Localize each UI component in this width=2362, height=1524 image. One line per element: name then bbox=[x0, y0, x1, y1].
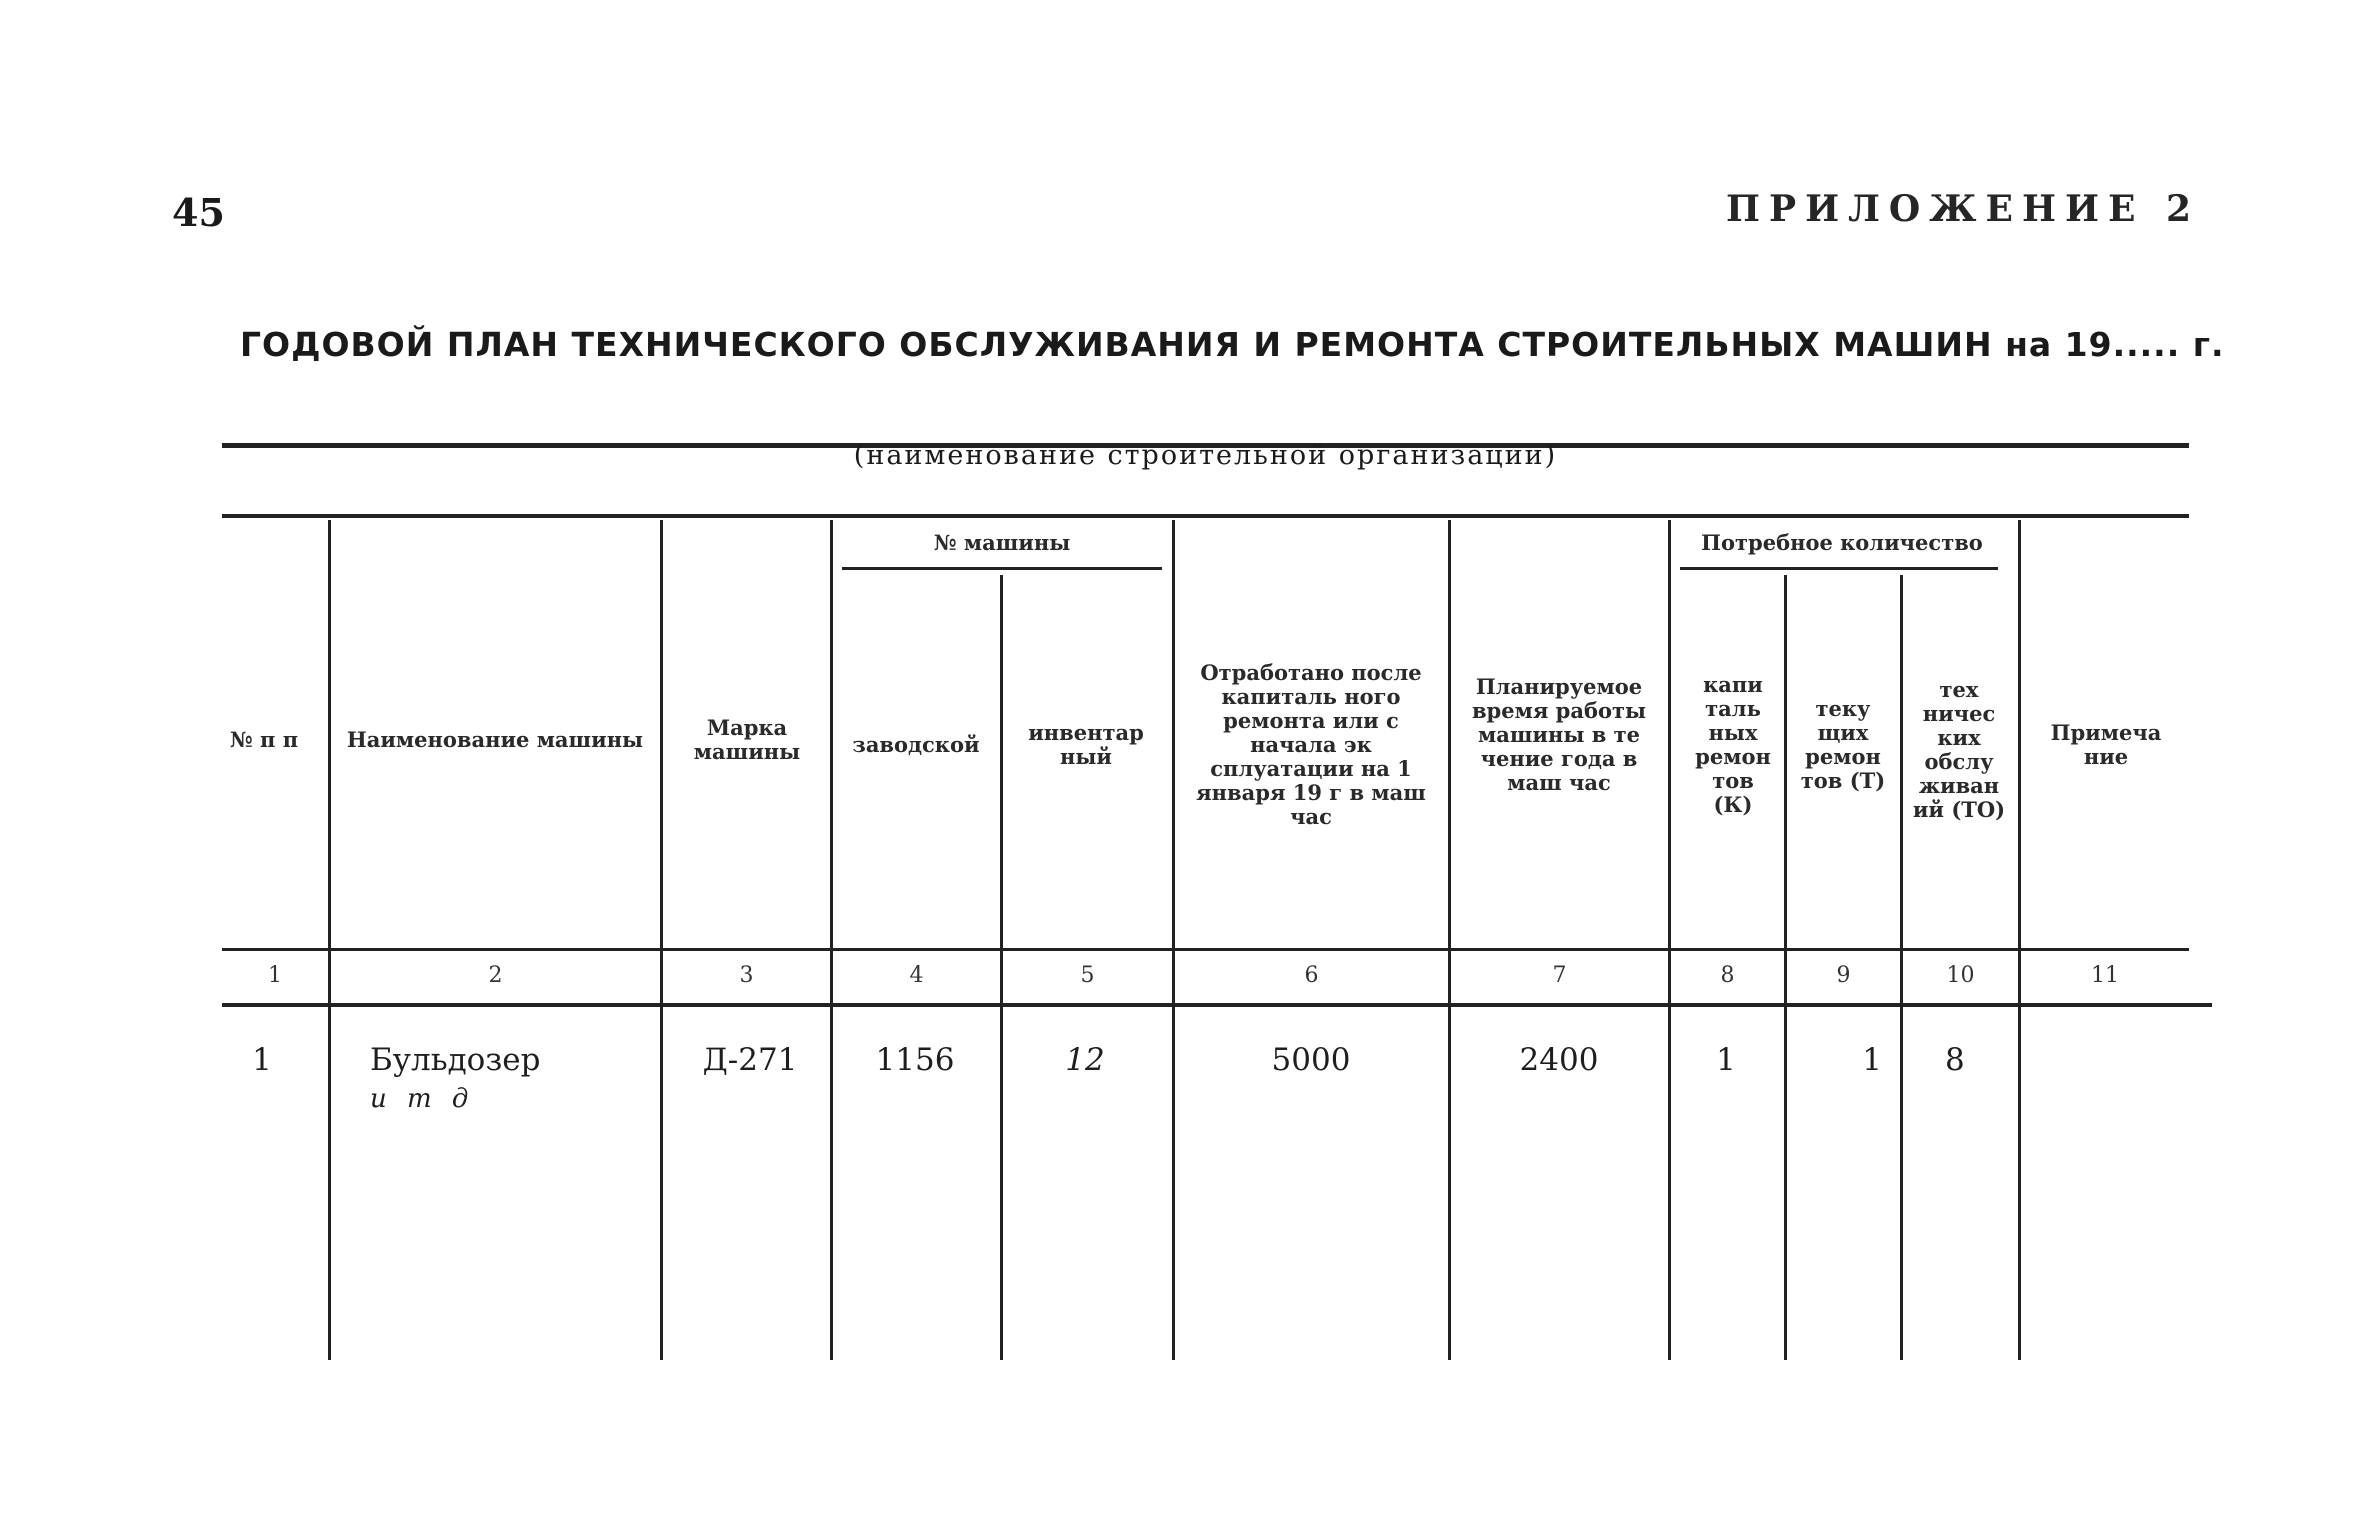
header-machine-name: Наименование машины bbox=[346, 726, 644, 752]
cell-factory-no: 1156 bbox=[875, 1042, 955, 1078]
machine-no-group-rule bbox=[842, 567, 1162, 570]
cell-inventory-no: 12 bbox=[1065, 1042, 1105, 1078]
column-number: 4 bbox=[909, 962, 924, 988]
column-number: 10 bbox=[1946, 962, 1975, 988]
header-note: Примеча ние bbox=[2050, 719, 2162, 769]
page-number: 45 bbox=[172, 190, 225, 235]
column-number: 3 bbox=[739, 962, 754, 988]
cell-number: 1 bbox=[252, 1042, 272, 1078]
header-factory-no: заводской bbox=[852, 731, 980, 757]
col-divider-3 bbox=[830, 520, 833, 1360]
header-hours-worked: Отработано после капиталь ного ремонта или с начала эк сплуатации на 1 января 19 г в маш час bbox=[1196, 659, 1426, 830]
col-divider-1 bbox=[328, 520, 331, 1360]
header-brand: Марка машины bbox=[693, 714, 801, 764]
column-number: 1 bbox=[268, 962, 282, 988]
column-number: 9 bbox=[1836, 962, 1851, 988]
cell-machine-name-line2: и т д bbox=[370, 1083, 475, 1114]
cell-hours-worked: 5000 bbox=[1271, 1042, 1351, 1078]
column-number: 8 bbox=[1720, 962, 1735, 988]
header-maintenance: тех ничес ких обслу живан ий (ТО) bbox=[1912, 676, 2006, 823]
appendix-label: ПРИЛОЖЕНИЕ 2 bbox=[1726, 188, 2200, 230]
col-divider-6 bbox=[1448, 520, 1451, 1360]
table-top-rule bbox=[222, 514, 2189, 518]
cell-hours-planned: 2400 bbox=[1519, 1042, 1599, 1078]
header-capital-repairs: капи таль ных ремон тов (К) bbox=[1695, 671, 1771, 818]
header-inventory-no: инвентар ный bbox=[1028, 719, 1144, 769]
required-group-rule bbox=[1680, 567, 1998, 570]
organization-caption: (наименование строительной организации) bbox=[853, 440, 1558, 471]
header-current-repairs: теку щих ремон тов (Т) bbox=[1800, 695, 1886, 794]
column-number: 11 bbox=[2091, 962, 2119, 988]
col-divider-5 bbox=[1172, 520, 1175, 1360]
column-number: 2 bbox=[488, 962, 503, 988]
cell-current-repairs: 1 bbox=[1862, 1042, 1882, 1078]
column-number: 7 bbox=[1552, 962, 1567, 988]
cell-machine-name bbox=[370, 1040, 650, 1117]
cell-capital-repairs: 1 bbox=[1716, 1042, 1736, 1078]
cell-maintenance: 8 bbox=[1945, 1042, 1965, 1078]
document-title: ГОДОВОЙ ПЛАН ТЕХНИЧЕСКОГО ОБСЛУЖИВАНИЯ И РЕМОНТА СТРОИТЕЛЬНЫХ МАШИН на 19..... г. bbox=[240, 325, 2225, 364]
header-hours-planned: Планируемое время работы машины в те чение года в маш час bbox=[1471, 673, 1647, 796]
column-number: 6 bbox=[1304, 962, 1319, 988]
col-divider-10 bbox=[2018, 520, 2021, 1360]
col-divider-7 bbox=[1668, 520, 1671, 1360]
header-required-group: Потребное количество bbox=[1701, 529, 1983, 555]
header-machine-no-group: № машины bbox=[933, 529, 1071, 555]
cell-machine-name-line1: Бульдозер bbox=[370, 1042, 541, 1078]
header-bottom-rule bbox=[222, 948, 2189, 951]
column-number: 5 bbox=[1080, 962, 1095, 988]
cell-brand: Д-271 bbox=[702, 1042, 798, 1078]
numbers-bottom-rule bbox=[222, 1003, 2212, 1007]
header-number: № п п bbox=[229, 726, 299, 752]
col-divider-2 bbox=[660, 520, 663, 1360]
